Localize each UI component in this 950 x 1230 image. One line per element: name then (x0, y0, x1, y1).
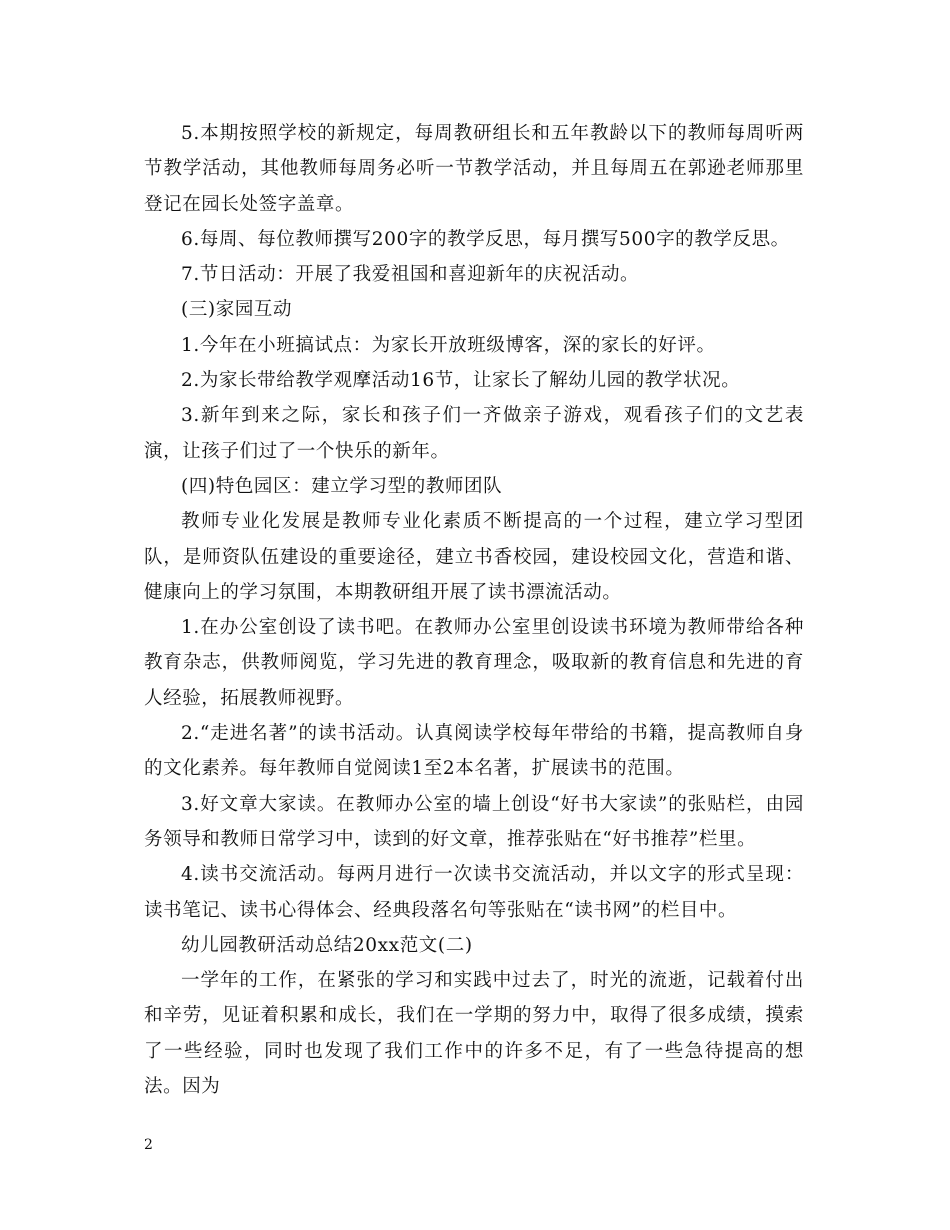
paragraph: 教师专业化发展是教师专业化素质不断提高的一个过程，建立学习型团队，是师资队伍建设的重要途径，建立书香校园，建设校园文化，营造和谐、健康向上的学习氛围，本期教研组开展了读书漂流活动。 (144, 511, 804, 603)
page-number: 2 (144, 1137, 153, 1153)
section-heading: (三)家园互动 (181, 299, 293, 321)
section-heading: (四)特色园区：建立学习型的教师团队 (181, 475, 503, 497)
paragraph: 5.本期按照学校的新规定，每周教研组长和五年教龄以下的教师每周听两节教学活动，其他教师每周务必听一节教学活动，并且每周五在郭逊老师那里登记在园长处签字盖章。 (144, 123, 804, 215)
paragraph: 2.为家长带给教学观摩活动16节，让家长了解幼儿园的教学状况。 (181, 370, 741, 392)
paragraph: 一学年的工作，在紧张的学习和实践中过去了，时光的流逝，记载着付出和辛劳，见证着积累和成长，我们在一学期的努力中，取得了很多成绩，摸索了一些经验，同时也发现了我们工作中的许多不足，有了一些急待提高的想法。因为 (144, 970, 804, 1098)
paragraph: 4.读书交流活动。每两月进行一次读书交流活动，并以文字的形式呈现：读书笔记、读书心得体会、经典段落名句等张贴在“读书网”的栏目中。 (144, 864, 804, 921)
paragraph: 3.新年到来之际，家长和孩子们一齐做亲子游戏，观看孩子们的文艺表演，让孩子们过了一个快乐的新年。 (144, 405, 804, 462)
paragraph: 7.节日活动：开展了我爱祖国和喜迎新年的庆祝活动。 (181, 264, 640, 286)
section-title: 幼儿园教研活动总结20xx范文(二) (181, 934, 473, 956)
document-body (144, 116, 804, 1104)
paragraph: 3.好文章大家读。在教师办公室的墙上创设“好书大家读”的张贴栏，由园务领导和教师日常学习中，读到的好文章，推荐张贴在“好书推荐”栏里。 (144, 793, 804, 850)
paragraph: 2.“走进名著”的读书活动。认真阅读学校每年带给的书籍，提高教师自身的文化素养。每年教师自觉阅读1至2本名著，扩展读书的范围。 (144, 723, 804, 780)
paragraph: 1.今年在小班搞试点：为家长开放班级博客，深的家长的好评。 (181, 334, 716, 356)
paragraph: 6.每周、每位教师撰写200字的教学反思，每月撰写500字的教学反思。 (181, 228, 790, 250)
paragraph: 1.在办公室创设了读书吧。在教师办公室里创设读书环境为教师带给各种教育杂志，供教师阅览，学习先进的教育理念，吸取新的教育信息和先进的育人经验，拓展教师视野。 (144, 617, 804, 709)
